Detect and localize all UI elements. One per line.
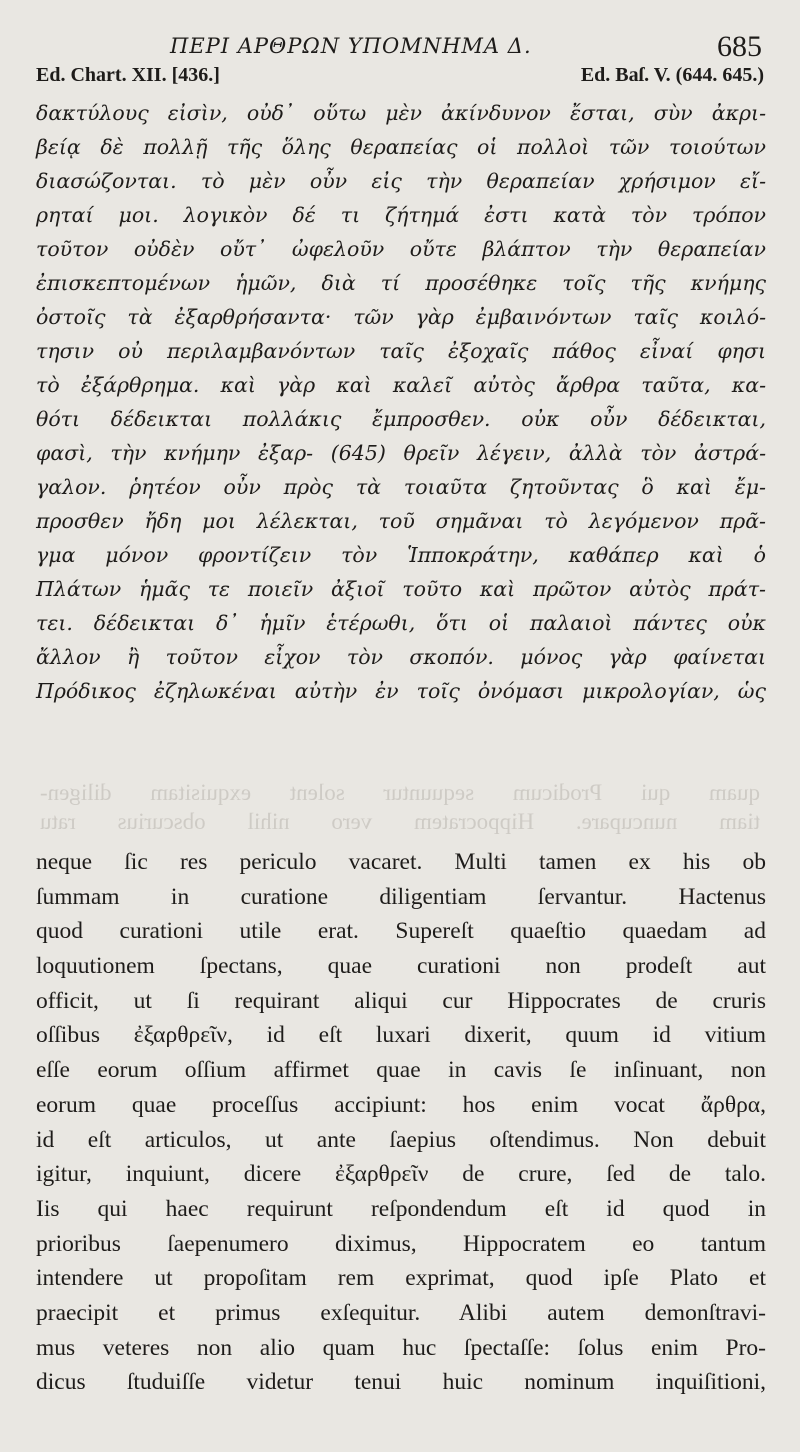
greek-line: προσθεν ἤδη μοι λέλεκται, τοῦ σημᾶναι τὸ λεγόμενον πρᾶ- — [36, 509, 766, 533]
greek-line: τησιν οὐ περιλαμβανόντων ταῖς ἐξοχαῖς πάθος εἶναί φησι — [36, 339, 766, 363]
latin-line: igitur, inquiunt, dicere ἐξαρθρεῖν de crure, ſed de talo. — [36, 1161, 766, 1188]
latin-line: ſummam in curatione diligentiam ſervantur. Hactenus — [36, 883, 766, 910]
bleed-line: tiam nuncupare. Hippocratem vero nihil obscurius ratu — [40, 809, 760, 834]
latin-line: oſſibus ἐξαρθρεῖν, id eſt luxari dixerit, quum id vitium — [36, 1022, 766, 1049]
greek-line: διασώζονται. τὸ μὲν οὖν εἰς τὴν θεραπείαν χρήσιμον εἴ- — [36, 169, 766, 193]
chartier-edition-ref: Ed. Chart. XII. [436.] — [36, 64, 220, 86]
latin-line: dicus ſtuduiſſe videtur tenui huic nominum inquiſitioni, — [36, 1369, 766, 1396]
greek-line: γμα μόνον φροντίζειν τὸν Ἱπποκράτην, καθάπερ καὶ ὁ — [36, 543, 766, 567]
greek-line: φασὶ, τὴν κνήμην ἐξαρ- (645) θρεῖν λέγειν, ἀλλὰ τὸν ἀστρά- — [36, 441, 766, 465]
latin-text-block — [36, 845, 766, 1400]
greek-line: θότι δέδεικται πολλάκις ἔμπροσθεν. οὐκ οὖν δέδεικται, — [36, 407, 766, 431]
latin-line: eſſe eorum oſſium affirmet quae in cavis ſe inſinuant, non — [36, 1057, 766, 1084]
greek-line: τοῦτον οὐδὲν οὔτ᾽ ὠφελοῦν οὔτε βλάπτον τὴν θεραπείαν — [36, 237, 766, 261]
latin-line: neque ſic res periculo vacaret. Multi tamen ex his ob — [36, 849, 766, 875]
greek-line: ἄλλον ἢ τοῦτον εἶχον τὸν σκοπόν. μόνος γὰρ φαίνεται — [36, 645, 766, 669]
greek-line: γαλον. ῥητέον οὖν πρὸς τὰ τοιαῦτα ζητοῦντας ὃ καὶ ἔμ- — [36, 475, 766, 499]
latin-line: loquutionem ſpectans, quae curationi non prodeſt aut — [36, 953, 766, 980]
running-title: ΠΕΡΙ ΑΡΘΡΩΝ ΥΠΟΜΝΗΜΑ Δ. — [170, 34, 532, 58]
edition-references — [36, 64, 764, 94]
basel-edition-ref: Ed. Baſ. V. (644. 645.) — [580, 64, 764, 86]
greek-line: δακτύλους εἰσὶν, οὐδ᾽ οὕτω μὲν ἀκίνδυνον ἔσται, σὺν ἀκρι- — [36, 101, 766, 125]
greek-line: ρηταί μοι. λογικὸν δέ τι ζήτημά ἐστι κατὰ τὸν τρόπον — [36, 203, 766, 227]
greek-line: Πλάτων ἡμᾶς τε ποιεῖν ἀξιοῖ τοῦτο καὶ πρῶτον αὐτὸς πράτ- — [36, 577, 766, 601]
page-number: 685 — [717, 30, 762, 63]
greek-text-block — [36, 96, 766, 708]
greek-line: βείᾳ δὲ πολλῇ τῆς ὅλης θεραπείας οἱ πολλοὶ τῶν τοιούτων — [36, 135, 766, 159]
bleed-through-text — [40, 778, 760, 836]
greek-line: τει. δέδεικται δ᾽ ἡμῖν ἑτέρωθι, ὅτι οἱ παλαιοὶ πάντες οὐκ — [36, 611, 766, 635]
latin-line: officit, ut ſi requirant aliqui cur Hippocrates de cruris — [36, 987, 766, 1014]
greek-line: τὸ ἐξάρθρημα. καὶ γὰρ καὶ καλεῖ αὐτὸς ἄρθρα ταῦτα, κα- — [36, 373, 766, 397]
latin-line: praecipit et primus exſequitur. Alibi autem demonſtravi- — [36, 1299, 766, 1326]
greek-line: Πρόδικος ἐζηλωκέναι αὐτὴν ἐν τοῖς ὀνόμασι μικρολογίαν, ὡς — [36, 679, 766, 703]
latin-line: prioribus ſaepenumero diximus, Hippocratem eo tantum — [36, 1230, 766, 1257]
latin-line: intendere ut propoſitam rem exprimat, quod ipſe Plato et — [36, 1265, 766, 1292]
latin-line: quod curationi utile erat. Supereſt quaeſtio quaedam ad — [36, 918, 766, 945]
latin-line: id eſt articulos, ut ante ſaepius oſtendimus. Non debuit — [36, 1126, 766, 1153]
latin-line: mus veteres non alio quam huc ſpectaſſe: ſolus enim Pro- — [36, 1334, 766, 1361]
latin-line: eorum quae proceſſus accipiunt: hos enim vocat ἄρθρα, — [36, 1091, 766, 1118]
greek-line: ὀστοῖς τὰ ἐξαρθρήσαντα· τῶν γὰρ ἐμβαινόντων ταῖς κοιλό- — [36, 305, 766, 329]
bleed-line: quam qui Prodicum sequuntur solent exquisitam diligen- — [40, 780, 760, 805]
greek-line: ἐπισκεπτομένων ἡμῶν, διὰ τί προσέθηκε τοῖς τῆς κνήμης — [36, 271, 766, 295]
latin-line: Iis qui haec requirunt reſpondendum eſt id quod in — [36, 1195, 766, 1222]
